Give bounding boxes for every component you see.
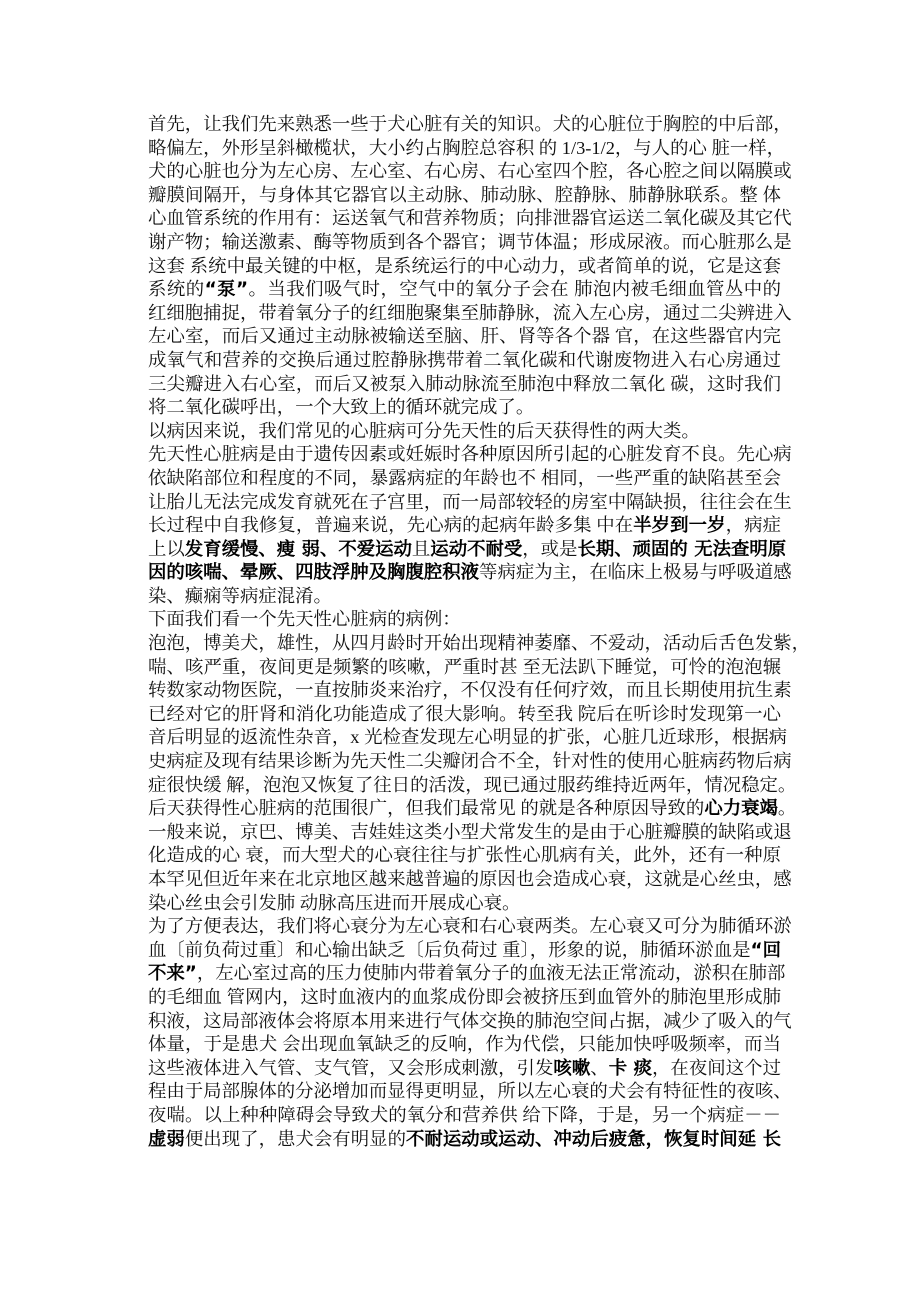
text-line xyxy=(148,349,781,373)
text-run: 犬的心脏也分为左心房、左心室、右心房、右心室四个腔，各心腔之间以隔膜或 xyxy=(148,161,792,182)
text-line xyxy=(148,585,781,609)
text-line xyxy=(148,514,781,538)
text-run: 瓣膜间隔开，与身体其它器官以主动脉、肺动脉、腔静脉、肺静脉联系。整 体 xyxy=(148,184,781,205)
text-run: 心血管系统的作用有：运送氧气和营养物质；向排泄器官运送二氧化碳及其它代 xyxy=(148,208,792,229)
text-run: 后天获得性心脏病的范围很广，但我们最常见 的就是各种原因导致的 xyxy=(148,798,705,819)
text-line xyxy=(148,113,792,137)
text-line xyxy=(148,443,792,467)
text-run: 本罕见但近年来在北京地区越来越普遍的原因也会造成心衰，这就是心丝虫，感 xyxy=(148,869,792,889)
text-run: 积液，这局部液体会将原本用来进行气体交换的肺泡空间占据，减少了吸入的气 xyxy=(148,1010,792,1031)
text-line xyxy=(148,915,792,939)
text-line xyxy=(148,726,788,750)
bold-text: 半岁到一岁 xyxy=(633,515,726,537)
paragraph xyxy=(148,443,792,608)
text-line xyxy=(148,656,781,680)
text-line xyxy=(148,868,792,892)
bold-text: 虚弱 xyxy=(148,1128,185,1150)
text-run: 红细胞捕捉，带着氧分子的红细胞聚集至肺静脉，流入左心房，通过二尖辨进入 xyxy=(148,302,792,323)
text-line xyxy=(148,1104,781,1128)
text-run: 染、癫痫等病症混淆。 xyxy=(148,585,332,606)
text-line xyxy=(148,302,792,326)
text-run: 染心丝虫会引发肺 动脉高压进而开展成心衰。 xyxy=(148,892,521,913)
paragraph xyxy=(148,608,781,632)
text-line xyxy=(148,797,797,821)
paragraph xyxy=(148,915,792,1151)
bold-text: “回 xyxy=(750,939,781,961)
text-run: 依缺陷部位和程度的不同，暴露病症的年龄也不 相同，一些严重的缺陷甚至会 xyxy=(148,467,781,488)
text-run: 泡泡，博美犬，雄性，从四月龄时开始出现精神萎靡、不爱动，活动后舌色发紫， xyxy=(148,633,811,654)
bold-text: 发育缓慢、瘦 弱、不爱运动 xyxy=(184,538,412,560)
text-line xyxy=(148,774,797,798)
text-line xyxy=(148,1010,792,1034)
text-run: ，左心室过高的压力使肺内带着氧分子的血液无法正常流动，淤积在肺部 xyxy=(196,963,786,984)
bold-text: 咳嗽 xyxy=(553,1057,591,1079)
text-run: 血〔前负荷过重〕和心输出缺乏〔后负荷过 重〕，形象的说，肺循环淤血是 xyxy=(148,939,751,960)
text-run: 让胎儿无法完成发育就死在子宫里，而一局部较轻的房室中隔缺损，往往会在生 xyxy=(148,491,792,512)
text-run: 夜喘。以上种种障碍会导致犬的氧分和营养供 给下降，于是，另一个病症－－ xyxy=(148,1104,781,1125)
text-run: ，在夜间这个过 xyxy=(652,1057,781,1078)
text-line xyxy=(148,420,781,444)
text-run: 等病症为主，在临床上极易与呼吸道感 xyxy=(479,562,792,583)
text-run: 这套 系统中最关键的中枢，是系统运行的中心动力，或者简单的说，它是这套 xyxy=(148,255,781,276)
text-line xyxy=(148,467,781,491)
text-run: 成氧气和营养的交换后通过腔静脉携带着二氧化碳和代谢废物进入右心房通过 xyxy=(148,349,781,370)
text-line xyxy=(148,986,781,1010)
text-line xyxy=(148,962,786,986)
paragraph xyxy=(148,797,797,915)
bold-text: 因的咳喘、晕厥、四肢浮肿及胸腹腔积液 xyxy=(148,562,480,584)
text-run: 史病症及现有结果诊断为先天性二尖瓣闭合不全，针对性的使用心脏病药物后病 xyxy=(148,751,792,772)
paragraph xyxy=(148,632,811,797)
text-run: 、 xyxy=(590,1057,609,1078)
text-line xyxy=(148,538,787,562)
text-run: ，病症 xyxy=(725,515,781,536)
text-line xyxy=(148,396,781,420)
text-run: 已经对它的肝肾和消化功能造成了很大影响。转至我 院后在听诊时发现第一心 xyxy=(148,703,781,724)
text-line xyxy=(148,373,781,397)
text-run: 三尖瓣进入右心室，而后又被泵入肺动脉流至肺泡中释放二氧化 碳，这时我们 xyxy=(148,373,781,394)
text-run: 以病因来说，我们常见的心脏病可分先天性的后天获得性的两大类。 xyxy=(148,420,700,441)
text-run: 为了方便表达，我们将心衰分为左心衰和右心衰两类。左心衰又可分为肺循环淤 xyxy=(148,916,792,937)
text-line xyxy=(148,679,792,703)
text-run: ，或是 xyxy=(522,538,578,559)
text-line xyxy=(148,1057,781,1081)
text-line xyxy=(148,207,792,231)
text-line xyxy=(148,632,811,656)
text-run: 首先，让我们先来熟悉一些于犬心脏有关的知识。犬的心脏位于胸腔的中后部， xyxy=(148,114,792,134)
text-line xyxy=(148,1033,781,1057)
bold-text: 运动不耐受 xyxy=(430,538,523,560)
text-run: 程由于局部腺体的分泌增加而显得更明显，所以左心衰的犬会有特征性的夜咳、 xyxy=(148,1081,792,1102)
text-line xyxy=(148,184,781,208)
text-run: 这些液体进入气管、支气管，又会形成刺激，引发 xyxy=(148,1057,554,1078)
text-line xyxy=(148,703,781,727)
text-line xyxy=(148,255,781,279)
text-run: 长过程中自我修复，普遍来说，先心病的起病年龄多集 中在 xyxy=(148,515,634,536)
paragraph xyxy=(148,420,781,444)
text-run: 体量，于是患犬 会出现血氧缺乏的反响，作为代偿，只能加快呼吸频率，而当 xyxy=(148,1034,781,1055)
text-run: 系统的 xyxy=(148,279,205,300)
text-run: 。当我们吸气时，空气中的氧分子会在 肺泡内被毛细血管丛中的 xyxy=(248,279,781,300)
bold-text: 卡 痰 xyxy=(608,1057,652,1079)
bold-text: 不耐运动或运动、冲动后疲惫，恢复时间延 长 xyxy=(406,1128,781,1150)
bold-text: “泵” xyxy=(204,279,249,301)
paragraph xyxy=(148,113,792,420)
text-line xyxy=(148,892,781,916)
bold-text: 长期、顽固的 无法查明原 xyxy=(577,538,787,560)
text-line xyxy=(148,160,792,184)
text-run: 转数家动物医院，一直按肺炎来治疗，不仅没有任何疗效，而且长期使用抗生素 xyxy=(148,680,792,701)
text-line xyxy=(148,561,792,585)
text-run: 先天性心脏病是由于遗传因素或妊娠时各种原因所引起的心脏发育不良。先心病 xyxy=(148,444,792,465)
text-run: 略偏左，外形呈斜橄榄状，大小约占胸腔总容积 的 1/3-1/2，与人的心 脏一样， xyxy=(148,137,786,158)
text-line xyxy=(148,137,786,161)
text-line xyxy=(148,278,781,302)
text-run: 症很快缓 解，泡泡又恢复了往日的活泼，现已通过服药维持近两年，情况稳定。 xyxy=(148,774,797,795)
text-run: 将二氧化碳呼出，一个大致上的循环就完成了。 xyxy=(148,397,535,418)
text-line xyxy=(148,1080,792,1104)
text-run: 音后明显的返流性杂音，x 光检查发现左心明显的扩张，心脏几近球形，根据病 xyxy=(148,727,788,748)
text-line xyxy=(148,491,792,515)
text-run: 谢产物；输送激素、酶等物质到各个器官；调节体温；形成尿液。而心脏那么是 xyxy=(148,231,792,252)
text-line xyxy=(148,231,792,255)
text-run: 且 xyxy=(411,538,431,559)
text-run: 。 xyxy=(777,798,797,819)
document-body xyxy=(148,113,811,1151)
text-run: 上以 xyxy=(148,538,185,559)
bold-text: 不来” xyxy=(148,963,197,985)
text-run: 左心室，而后又通过主动脉被输送至脑、肝、肾等各个器 官，在这些器官内完 xyxy=(148,326,781,347)
text-line xyxy=(148,844,781,868)
text-run: 喘、咳严重，夜间更是频繁的咳嗽，严重时甚 至无法趴下睡觉，可怜的泡泡辗 xyxy=(148,656,781,677)
text-run: 便出现了，患犬会有明显的 xyxy=(184,1128,406,1149)
text-line xyxy=(148,750,792,774)
text-run: 化造成的心 衰，而大型犬的心衰往往与扩张性心肌病有关，此外，还有一种原 xyxy=(148,845,781,866)
text-run: 的毛细血 管网内，这时血液内的血浆成份即会被挤压到血管外的肺泡里形成肺 xyxy=(148,986,781,1007)
text-line xyxy=(148,1128,781,1152)
text-line xyxy=(148,325,781,349)
text-run: 下面我们看一个先天性心脏病的病例： xyxy=(148,609,461,630)
text-line xyxy=(148,939,781,963)
text-run: 一般来说，京巴、博美、吉娃娃这类小型犬常发生的是由于心脏瓣膜的缺陷或退 xyxy=(148,821,792,842)
text-line xyxy=(148,821,792,845)
text-line xyxy=(148,608,781,632)
bold-text: 心力衰竭 xyxy=(704,798,778,820)
